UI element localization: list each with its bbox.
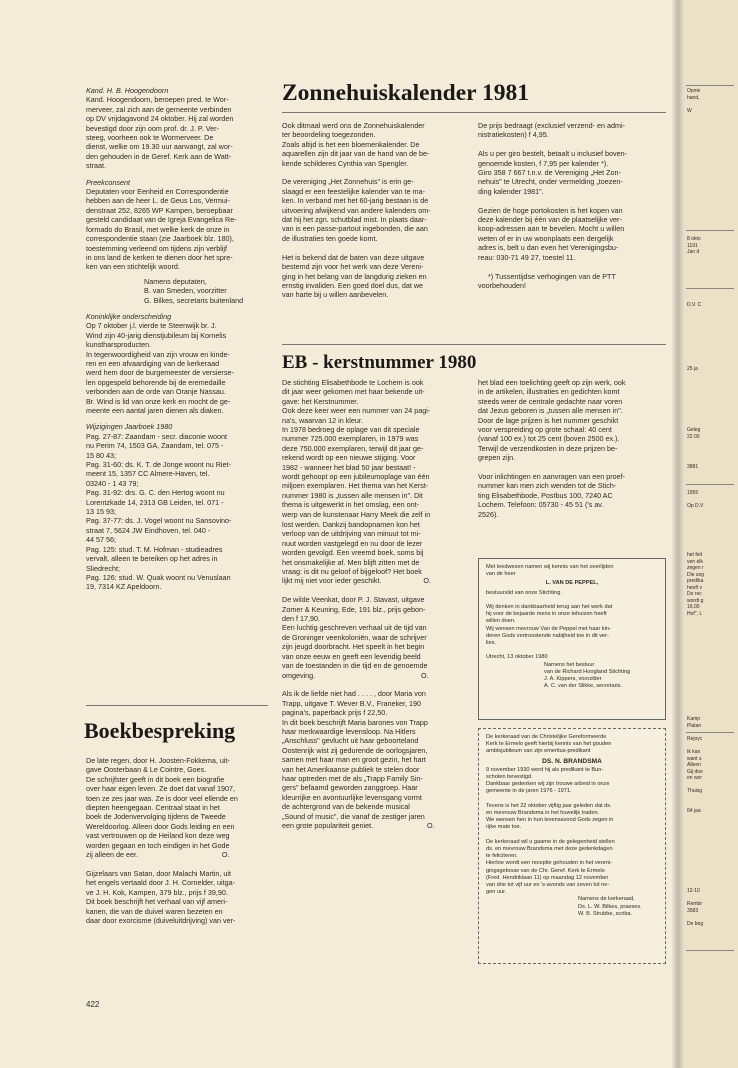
text-line [478, 262, 666, 271]
text-line: miljoen exemplaren. Het thema van het Kerst- [282, 481, 429, 491]
text-line: De beg [687, 920, 704, 927]
text-line [282, 168, 468, 177]
text-line: Thuisg [687, 788, 703, 794]
text-line: voorbehouden! [478, 280, 526, 290]
text-line: gesteld candidaat van de Igreja Evangelica Re- [86, 215, 237, 225]
text-line: van drie tot vijf uur en 's-avonds van zeven tot ne- [486, 882, 610, 889]
text-line: Oostenrijk wist zij gedurende de oorlogsjaren, [282, 745, 428, 755]
text-line: (Fred. Hendriklaan 11) op maandag 12 november [486, 874, 609, 881]
text-line: dat hij het zgn. schutblad mist. In plaats daar- [282, 215, 427, 225]
text-line: in ons land de kerken te dienen door het spre- [86, 252, 233, 262]
text-line: samen met haar man en groot gezin, het hart [282, 755, 426, 765]
zonnehuis-title: Zonnehuiskalender 1981 [282, 80, 530, 106]
text-line: toestemming verleend om tijdens zijn verblijf [86, 243, 228, 253]
text-line: 8 okto [687, 236, 701, 242]
text-line: nehuis" te Utrecht, onder vermelding „toezen- [478, 177, 623, 187]
text-line [282, 586, 468, 595]
text-line: vervalt, alleen te bereiken op het adres in [86, 554, 218, 564]
text-line: over haar eigen leven. Ze doet dat vanaf 1907, [86, 784, 236, 794]
text-line: ken van een stichtelijk woord. [86, 262, 180, 272]
text-line: Die zeg [687, 571, 704, 578]
text-line: thema is uitgewerkt in het omslag, een ont- [282, 500, 420, 510]
text-line: nistratiekosten) f 4,95. [478, 130, 549, 140]
text-line: Wereldoorlog. Alleen door Gods leiding en een [86, 821, 235, 831]
text-line: Kamp [687, 716, 701, 722]
jubilee-intro [486, 734, 658, 756]
text-line: De prijs bedraagt (exclusief verzend- en admi- [478, 121, 626, 130]
text-line: kanen, die van de duivel waren bezeten en [86, 906, 223, 916]
preek-heading: Preekconsent [86, 177, 130, 187]
text-line: ken. In verband met het 60-jarig bestaan is de [282, 196, 429, 206]
text-line: In dit boek beschrijft Maria barones von Trapp [282, 717, 428, 727]
divider-left [86, 705, 268, 706]
text-line: A. C. van der Slikke, secretaris. [544, 683, 623, 690]
text-line: 64 jaa [687, 807, 701, 814]
text-line: willen doen. [486, 618, 516, 625]
text-line: Wind zijn 40-jarig dienstjubileum bij Kornelis [86, 330, 227, 340]
text-line [486, 796, 658, 803]
text-line: Gijzelaars van Satan, door Malachi Martin, uit [86, 868, 232, 878]
text-line: Utrecht, 13 oktober 1980 [486, 654, 548, 661]
strip-block [687, 236, 738, 256]
obituary-signature [486, 662, 658, 691]
text-line: haar merkwaardige levensloop. Na Hitlers [282, 726, 416, 736]
text-line: „Anschluss" gevlucht uit haar geboorteland [282, 736, 419, 746]
text-line: correspondentie staan (zie Jaarboek blz. 180), [86, 234, 234, 244]
text-line: gen uur. [486, 889, 507, 896]
text-line: 44 57 56; [86, 535, 116, 545]
text-line: Kerk te Ermelo geeft hierbij kennis van het gouden [486, 741, 612, 748]
text-line: 3881 [687, 464, 699, 470]
text-line: van het Amerikaanse publiek te stelen door [282, 764, 420, 774]
text-line: ds. en mevrouw Brandsma met deze gedenkdagen [486, 846, 613, 853]
text-line: Op 7 oktober j.l. vierde te Steenwijk br. J. [86, 321, 217, 331]
text-line: haar optreden met de als „Trapp Family Sin- [282, 773, 423, 783]
text-line: gers" befaamd geworden zanggroep. Haar [282, 783, 418, 793]
text-line: het onsmakelijke af. Men blijft zitten met de [282, 557, 420, 567]
text-line: bestuurslid van onze Stichting. [486, 589, 562, 596]
strip-block [687, 490, 738, 510]
text-line: dienst, welke om 19.30 uur aanvangt, zal wor- [86, 142, 233, 152]
text-line: Hiertoe wordt een receptie gehouden in het vereni- [486, 860, 612, 867]
text-line: 12-10 [687, 888, 700, 894]
text-line: Giro 358 7 667 t.n.v. de Vereniging „Het Zon- [478, 168, 621, 178]
text-line: Jan d [687, 249, 700, 255]
text-line: len opgespeld behorende bij de eremedaille [86, 377, 226, 387]
strip-block [687, 88, 738, 114]
strip-block [687, 552, 738, 617]
text-line: Trapp, uitgave T. Wever B.V., Franeker, 190 [282, 698, 422, 708]
text-line: formado do Brasil, met welke kerk de onze in [86, 224, 230, 234]
text-line: heeft v [687, 584, 703, 591]
text-line [486, 647, 658, 654]
jubilee-signature [486, 896, 658, 918]
text-line: uitvoering afwijkend van andere kalenders om- [282, 205, 431, 215]
text-line [282, 680, 468, 689]
text-line: 03240 - 1 43 79; [86, 478, 139, 488]
text-line: 1191 [687, 242, 698, 249]
jubilee-name: DS. N. BRANDSMA [542, 757, 602, 765]
text-line: Ook deze keer weer een nummer van 24 pagi- [282, 406, 431, 416]
text-line: Terwijl de verzendkosten in deze prijzen be- [478, 443, 618, 453]
text-line: G. Bilkes, secretaris buitenland [144, 295, 244, 305]
text-line [478, 463, 666, 472]
obituary-box-van-de-peppel [478, 558, 666, 720]
text-line: Pag. 126: stud. W. Quak woont nu Venuslaan [86, 572, 231, 582]
text-line: J. A. Kippers, voorzitter [544, 676, 602, 683]
book-reviews-continued [282, 520, 468, 830]
text-line: dat Jezus geboren is „tussen alle mensen in". [478, 406, 623, 416]
text-line: nummer 725.000 exemplaren, in 1979 was [282, 434, 419, 444]
text-line: werd hem door de burgemeester de versierse- [86, 368, 234, 378]
text-line: Platan [687, 722, 702, 729]
text-line: 1955 [687, 490, 699, 496]
text-line: De vereniging „Het Zonnehuis" is erin ge- [282, 177, 414, 187]
text-line: rijke mate toe. [486, 824, 522, 831]
preek-body [86, 187, 268, 272]
text-line: het engels vertaald door J. H. Cornelder, uitga- [86, 878, 236, 888]
text-line: de achtergrond van de bekende musical [282, 802, 410, 812]
text-line: Lorentzkade 14, 2313 GB Leiden, tel. 071 - [86, 497, 224, 507]
text-line: Ik kan [687, 749, 701, 755]
text-line: van harte bij u willen aanbevelen. [282, 290, 389, 300]
text-line: merveer, zal zich aan de gemeente verbinden [86, 104, 232, 114]
text-line: We wensen hen in hun levensavond Gods zegen in [486, 817, 614, 824]
text-line: 19, 7314 KZ Apeldoorn. [86, 582, 162, 592]
text-line: vraag: is dit nu geloof of bijgeloof? Het boek [282, 567, 422, 577]
adjacent-page-strip [684, 0, 738, 1068]
text-line: Gezien de hoge portokosten is het kopen van [478, 205, 623, 215]
text-line: ven elk [687, 558, 703, 565]
text-line: van de toestanden in die tijd en de genoemde [282, 661, 428, 671]
text-line: Opnie [687, 88, 701, 94]
text-line: Pag. 31-92: drs. G. C. den Hertog woont nu [86, 488, 225, 498]
text-line: Namens deputaten, [144, 276, 207, 286]
text-line: Geleg [687, 427, 701, 433]
divider-zon [282, 112, 666, 113]
column-left [86, 86, 268, 592]
preek-signature [86, 277, 268, 305]
text-line: van onze eeuw en geeft een levendig beeld [282, 651, 421, 661]
text-line: bestemd zijn voor het werk van deze Vereni- [282, 262, 424, 272]
boekbespreking-title: Boekbespreking [84, 718, 236, 743]
text-line: rekend wordt op een nieuwe stijging. Voor [282, 453, 416, 463]
text-line: Gij doe [687, 768, 703, 775]
text-line: lijkt mij niet voor ieder geschikt. O. [282, 576, 431, 586]
text-line: De stichting Elisabethbode te Lochem is ook [282, 378, 424, 387]
text-line: reau: 030-71 49 27, toestel 11. [478, 252, 576, 262]
strip-block [687, 302, 738, 309]
text-line: Voor inlichtingen en aanvragen van een proef- [478, 472, 626, 482]
text-line: van is een passe-partout ingebonden, die aan [282, 224, 428, 234]
text-line: na's, waarvan 12 in kleur. [282, 415, 363, 425]
text-line: gave Oosterbaan & Le Cointre, Goes. [86, 765, 207, 775]
text-line: Pag. 125: stud. T. M. Hofman - studieadres [86, 544, 223, 554]
text-line: Dit boek beschrijft het verhaal van vijf ameri- [86, 897, 228, 907]
text-line [478, 140, 666, 149]
text-line: grepen zijn. [478, 453, 516, 463]
page-number: 422 [86, 1000, 100, 1009]
text-line: worden gevolgd. Een vreemd boek, soms bij [282, 548, 424, 558]
strip-block [687, 464, 738, 471]
boekbespreking-body [86, 756, 270, 925]
text-line: van de heer [486, 571, 516, 578]
text-line: 1982 - wanneer het blad 50 jaar bestaat! - [282, 462, 416, 472]
text-line: de illustraties ten goede komt. [282, 233, 378, 243]
zonnehuis-col1 [282, 121, 468, 300]
text-line: 22.00 [687, 433, 700, 440]
text-line: Wij denken in dankbaarheid terug aan het werk dat [486, 604, 613, 611]
wijz-heading: Wijzigingen Jaarboek 1980 [86, 422, 173, 432]
strip-block [687, 888, 738, 927]
text-line: van de Richard Hoogland Stichting [544, 668, 631, 675]
strip-block [687, 736, 738, 814]
zonnehuis-col2 [478, 121, 666, 290]
obituary-intro [486, 564, 658, 578]
text-line: omgeving. O. [282, 670, 429, 680]
text-line: Als ik de liefde niet had . . . . , door Maria von [282, 689, 426, 699]
text-line: steeg, voorheen ook te Wormerveer. De [86, 133, 214, 143]
text-line: Ds. L. W. Bilkes, praeses. [578, 903, 642, 910]
text-line: Pag. 37-77: ds. J. Vogel woont nu Sansovino- [86, 516, 232, 526]
text-line: kleurrijke en avontuurlijke levensgang vormt [282, 792, 422, 802]
text-line: het feit [687, 552, 703, 558]
text-line: bevestigd door zijn oom prof. dr. J. P. Ver- [86, 123, 219, 133]
text-line: genoemde kosten, f 7,95 per kalender *). [478, 158, 609, 168]
jubilee-box-brandsma [478, 728, 666, 964]
text-line: Rembr [687, 901, 703, 907]
text-line: de Groninger veenkoloniën, waar de schrijver [282, 632, 427, 642]
text-line: gemeente in de jaren 1976 - 1971. [486, 788, 572, 795]
text-line [282, 243, 468, 252]
text-line: Br. Wind is lid van onze kerk en mocht de ge- [86, 396, 231, 406]
text-line: schoten bevestigd. [486, 774, 533, 781]
text-line: zegen r [687, 565, 704, 571]
text-line: De kerkeraad van de Christelijke Gereformeerde [486, 734, 607, 740]
text-line: kunstharsproducten. [86, 340, 152, 350]
text-line: zijn jeugd doorbracht. Het speelt in het begin [282, 642, 425, 652]
text-line: Rejoyc [687, 736, 703, 742]
text-line: ren en een afvaardiging van de kerkeraad [86, 358, 220, 368]
text-line [86, 859, 270, 868]
text-line: te feliciteren. [486, 853, 518, 860]
text-line: Namens het bestuur [544, 661, 595, 668]
text-line: en wor [687, 775, 703, 781]
text-line: meente een aantal jaren dienen als diaken. [86, 406, 224, 415]
text-line: deze kalender bij één van de plaatselijke ver- [478, 215, 622, 225]
text-line: Het is bekend dat de baten van deze uitgave [282, 252, 425, 262]
text-line: Namens de kerkeraad, [578, 896, 635, 903]
text-line [486, 832, 658, 839]
text-line [478, 196, 666, 205]
text-line: nu Perim 74, 1503 GA, Zaandam, tel. 075 - [86, 441, 224, 451]
text-line: diepten heengegaan. Centraal staat in het [86, 803, 220, 813]
text-line: straat 7, 5624 JW Eindhoven, tel. 040 - [86, 525, 211, 535]
text-line: hebben aan de heer L. de Geus Los, Vermui- [86, 196, 230, 206]
text-line: Pag. 31-60: ds. K. T. de Jonge woont nu Riet- [86, 460, 231, 470]
text-line: De kerkeraad wil u gaarne in de gelegenheid stellen [486, 838, 615, 845]
text-line: lost werden. Dankzij bandopnamen kon het [282, 520, 420, 529]
text-line: het blad een toelichting geeft op zijn werk, ook [478, 378, 626, 387]
text-line: In 1978 bedroeg de oplage van dit speciale [282, 425, 420, 435]
text-line: ve J. H. Kok, Kampen, 379 blz., prijs f 39,90. [86, 887, 228, 897]
text-line: De rec [687, 591, 702, 597]
text-line: Zoals altijd is het een bloemenkalender. De [282, 139, 420, 149]
text-line: deze 750.000 exemplaren, terwijl dit jaar ge- [282, 443, 424, 453]
text-line: op DV vrijdagavond 24 oktober. Hij zal worden [86, 114, 234, 124]
text-line: nuut worden vastgelegd en nu door de lezer [282, 538, 423, 548]
strip-block [687, 716, 738, 729]
jubilee-text [486, 767, 658, 897]
text-line: ding kalender 1981". [478, 186, 544, 196]
strip-block [687, 427, 738, 440]
text-line: Wij wensen mevrouw Van de Peppel met haar kin- [486, 625, 611, 632]
text-line: want s [687, 755, 702, 762]
text-line: Sliedrecht; [86, 563, 120, 573]
eb-title: EB - kerstnummer 1980 [282, 352, 477, 373]
text-line: ging in het belang van de langdurig zieken en [282, 271, 427, 281]
text-line: zij alleen de eer. O. [86, 850, 230, 860]
text-line: ting Elisabethbode, Postbus 100, 7240 AC [478, 490, 613, 500]
text-line: gave: het Kerstnummer. [282, 396, 359, 406]
text-line: toen ze zes jaar was. Ze is door veel ellende en [86, 793, 238, 803]
text-line: meent 15, 1357 CC Almere-Haven, tel. [86, 469, 210, 479]
text-line: Pag. 27-87: Zaandam - secr. diaconie woont [86, 431, 228, 441]
text-line: De wilde Veenkat, door P. J. Stavast, uitgave [282, 595, 425, 605]
text-line: nummer 1980 is „tussen alle mensen in". Dit [282, 490, 423, 500]
text-line: „Sound of music", die vanaf de zestiger jaren [282, 811, 425, 821]
text-line: D.V. C [687, 302, 702, 308]
text-line: slaagd er een feestelijke kalender van te ma- [282, 186, 426, 196]
text-line: hij voor de bejaarde mens in onze tehuizen heeft [486, 611, 607, 618]
text-line: ter beoordeling toegezonden. [282, 130, 376, 140]
text-line: verloop van de uitdrijving van minuut tot mi- [282, 529, 421, 539]
text-line: pagina's, paperback prijs f 22,50. [282, 708, 388, 718]
text-line: W. B. Strubbe, scriba. [578, 910, 633, 917]
text-line: 15 80 43; [86, 450, 116, 460]
text-line: voor verspreiding op grote schaal: 40 cent [478, 425, 612, 435]
text-line: Alleen [687, 762, 701, 768]
text-line: *) Tussentijdse verhogingen van de PTT [478, 271, 616, 281]
text-line: Ook ditmaal werd ons de Zonnehuiskalender [282, 121, 425, 130]
divider-eb [282, 344, 666, 345]
text-line: Als u per giro bestelt, betaalt u inclusief boven- [478, 149, 628, 159]
text-line: in de artikelen, illustraties en gedichten komt [478, 387, 620, 397]
text-line: 9 november 1930 werd hij als predikant te Bun- [486, 766, 604, 773]
text-line: In tegenwoordigheid van zijn vrouw en kinde- [86, 349, 230, 359]
text-line: nummer kan men zich wenden tot de Stich- [478, 481, 617, 491]
text-line [486, 597, 658, 604]
text-line: Tevens is het 22 oktober vijftig jaar geleden dat ds. [486, 802, 612, 809]
text-line: 2526). [478, 509, 499, 519]
text-line: W [687, 107, 692, 114]
text-line: (vanaf 100 ex.) tot 25 cent (boven 2500 ex.). [478, 434, 620, 444]
text-line: weten of er in uw woonplaats een dergelijk [478, 233, 614, 243]
text-line: gingsgebouw van de Chr. Geref. Kerk te Ermelo [486, 867, 605, 874]
text-line: denstraat 252, 8265 WP Kampen, beroepbaar [86, 205, 233, 215]
text-line: een grote populariteit geniet. O. [282, 821, 435, 830]
text-line: werp van de kunstenaar Harry Meek die zelf in [282, 509, 431, 519]
text-line: B. van Smeden, voorzitter [144, 286, 227, 296]
text-line: straat. [86, 161, 106, 171]
kand-heading: Kand. H. B. Hoogendoorn [86, 86, 169, 95]
obituary-name: L. VAN DE PEPPEL, [545, 580, 599, 587]
text-line: Hof", L [687, 610, 703, 617]
obituary-text [486, 590, 658, 662]
text-line: den gehouden in de Geref. Kerk aan de Watt- [86, 151, 232, 161]
text-line: 25 ja [687, 366, 698, 372]
text-line: wordt gehoopt op een jubileumoplage van één [282, 472, 430, 482]
text-line: Een luchtig geschreven verhaal uit de tijd van [282, 623, 427, 633]
text-line: 16.00 [687, 604, 700, 610]
text-line: De schrijfster geeft in dit boek een biografie [86, 774, 225, 784]
text-line: kende schilderes Cynthia van Spengler. [282, 158, 409, 168]
kon-body [86, 321, 268, 415]
text-line: en mevrouw Brandsma in het huwelijk traden. [486, 810, 600, 817]
text-line: wordt g [687, 597, 704, 604]
text-line: De late regen, door H. Joosten-Fokkema, uit- [86, 756, 230, 765]
text-line: Zomer & Keuning, Ede, 191 blz., prijs gebon- [282, 604, 426, 614]
text-line: steeds weer de centrale gedachte naar voren [478, 396, 623, 406]
strip-block [687, 366, 738, 373]
text-line: ambtsjubileum van zijn emeritus-predikant [486, 748, 591, 755]
text-line: predika [687, 578, 704, 584]
text-line: 3583 [687, 907, 699, 914]
text-line: Kand. Hoogendoorn, beroepen pred. te Wor- [86, 95, 229, 105]
text-line: Met leedwezen namen wij kennis van het overlijden [486, 564, 614, 570]
text-line: Deputaten voor Eenheid en Correspondentie [86, 187, 229, 197]
page-gutter [672, 0, 684, 1068]
text-line: Op D.V [687, 503, 704, 509]
text-line: 13 15 93; [86, 507, 116, 517]
text-line: hand, [687, 94, 700, 101]
text-line: adres is, belt u dan even het Verenigingsbu- [478, 243, 619, 253]
eb-col2 [478, 378, 666, 519]
text-line: lies. [486, 640, 496, 647]
text-line: den f 17,90. [282, 614, 320, 624]
text-line: boek de Jodenvervolging tijdens de Tweede [86, 812, 226, 822]
text-line: verbonden aan de orde van Oranje Nassau. [86, 387, 226, 397]
eb-col1 [282, 378, 468, 519]
wijz-body [86, 432, 268, 592]
text-line: daar door exorcisme (duiveluitdrijving) van ver- [86, 915, 236, 925]
text-line: koop-adressen aan te bevelen. Mocht u willen [478, 224, 625, 234]
text-line: dit jaar weer gekomen met haar bekende uit- [282, 387, 425, 397]
text-line: worden gegaan en toch eindigen in het Gode [86, 840, 230, 850]
text-line: vast vertrouwen op de Heiland kon deze weg [86, 831, 230, 841]
text-line: aquarellen zijn dit jaar van de hand van de be- [282, 149, 430, 159]
kon-heading: Koninklijke onderscheiding [86, 311, 172, 321]
text-line: ernstig invaliden. Een goed doel dus, dat we [282, 280, 424, 290]
kand-body [86, 95, 268, 170]
text-line: Lochem. Telefoon: 05730 - 45 51 ('s av. [478, 500, 604, 510]
text-line: Dankbaar gedenken wij zijn trouwe arbeid in onze [486, 781, 610, 788]
text-line: Door de lage prijzen is het nummer geschikt [478, 415, 619, 425]
text-line: deren Gods vertroostende nabijheid toe in dit ver- [486, 632, 609, 639]
